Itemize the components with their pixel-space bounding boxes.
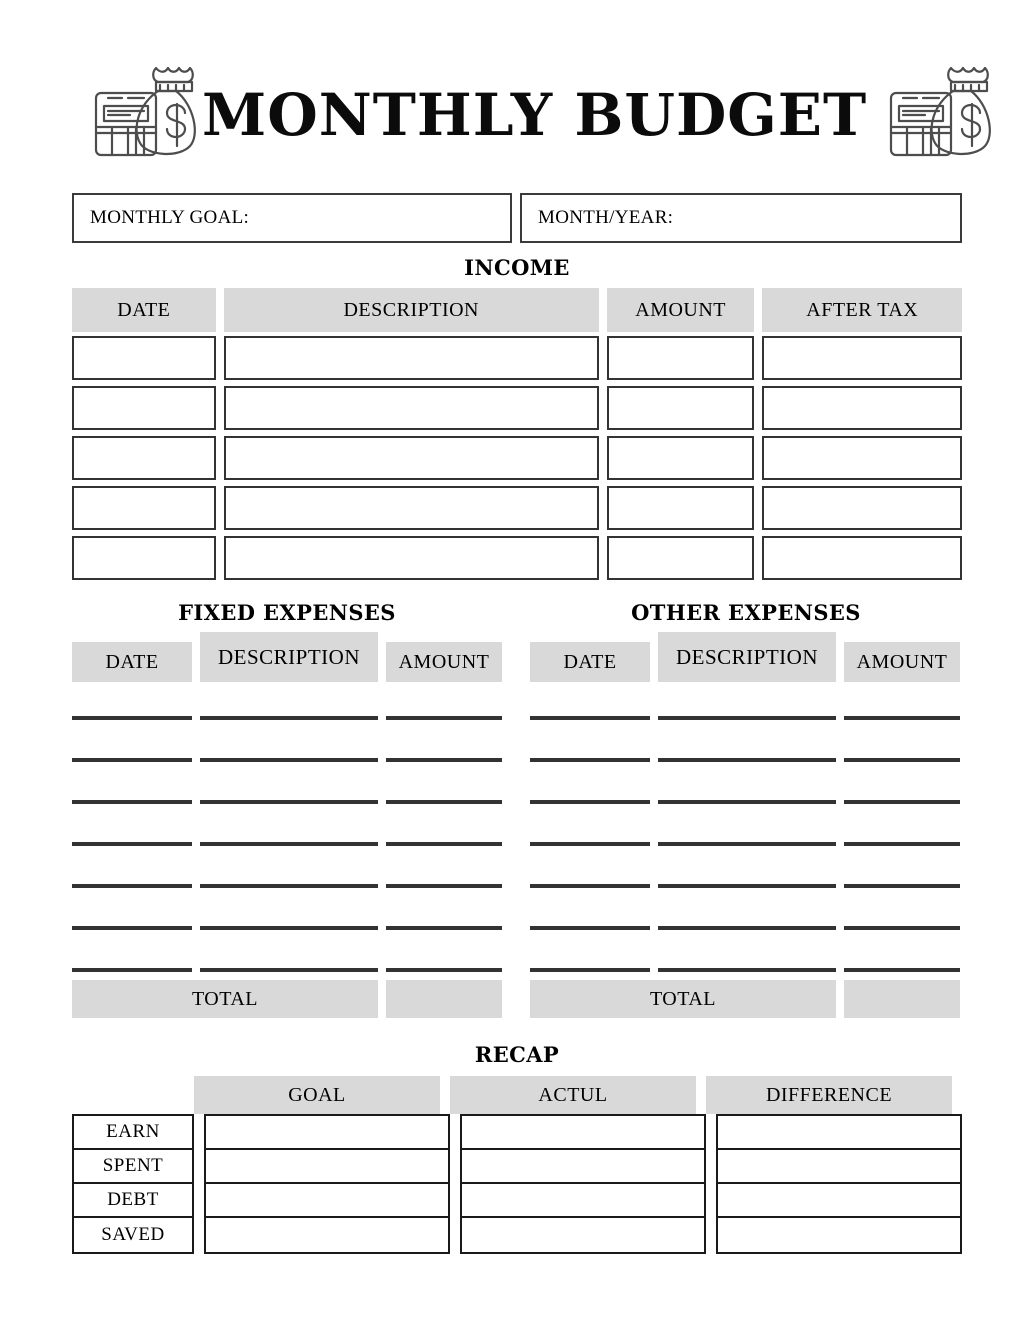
fixed-cell-amount[interactable] [386,758,502,762]
other-cell-date[interactable] [530,716,650,720]
recap-cell-goal-saved[interactable] [206,1218,448,1252]
page-title: MONTHLY BUDGET [202,81,868,149]
fixed-cell-date[interactable] [72,716,192,720]
other-total-label: TOTAL [530,980,836,1018]
fixed-cell-description[interactable] [200,800,378,804]
fixed-cell-date[interactable] [72,842,192,846]
recap-cell-actul-debt[interactable] [462,1184,704,1218]
money-bag-calculator-icon-right [867,55,997,175]
income-cell-after-tax[interactable] [762,486,962,530]
other-col-date: DATE [530,642,650,682]
recap-column-actul [460,1114,706,1254]
fixed-total-label: TOTAL [72,980,378,1018]
recap-column-goal [204,1114,450,1254]
income-cell-description[interactable] [224,386,599,430]
other-cell-amount[interactable] [844,968,960,972]
table-row [72,486,962,530]
fixed-col-amount: AMOUNT [386,642,502,682]
fixed-cell-date[interactable] [72,884,192,888]
fixed-total-value[interactable] [386,980,502,1018]
recap-cell-difference-spent[interactable] [718,1150,960,1184]
other-cell-amount[interactable] [844,758,960,762]
income-cell-after-tax[interactable] [762,386,962,430]
fixed-cell-date[interactable] [72,758,192,762]
other-cell-description[interactable] [658,800,836,804]
other-col-amount: AMOUNT [844,642,960,682]
table-row [72,336,962,380]
fixed-col-description: DESCRIPTION [200,632,378,682]
table-row [530,686,960,720]
table-row [72,436,962,480]
income-cell-description[interactable] [224,536,599,580]
income-cell-amount[interactable] [607,386,755,430]
fixed-cell-date[interactable] [72,926,192,930]
other-cell-amount[interactable] [844,716,960,720]
other-cell-date[interactable] [530,758,650,762]
page-header [72,50,952,180]
recap-row-label-saved: SAVED [101,1224,165,1245]
fixed-cell-amount[interactable] [386,926,502,930]
fixed-col-date: DATE [72,642,192,682]
fixed-cell-description[interactable] [200,884,378,888]
recap-cell-actul-saved[interactable] [462,1218,704,1252]
fixed-cell-amount[interactable] [386,842,502,846]
income-cell-amount[interactable] [607,486,755,530]
income-cell-amount[interactable] [607,336,755,380]
income-cell-description[interactable] [224,486,599,530]
other-cell-amount[interactable] [844,926,960,930]
fixed-expenses-table [72,632,502,1018]
table-row [530,728,960,762]
fixed-cell-amount[interactable] [386,800,502,804]
fixed-cell-description[interactable] [200,926,378,930]
fixed-expenses-total-row [72,980,502,1018]
table-row [72,896,502,930]
recap-row-label-debt: DEBT [74,1184,192,1218]
other-cell-date[interactable] [530,800,650,804]
fixed-expenses-header-row [72,632,502,682]
income-col-after-tax: AFTER TAX [762,288,962,332]
month-year-label: MONTH/YEAR: [538,207,674,228]
table-row [530,770,960,804]
other-total-value[interactable] [844,980,960,1018]
table-row [72,770,502,804]
recap-cell-difference-debt[interactable] [718,1184,960,1218]
table-row [72,686,502,720]
other-cell-amount[interactable] [844,800,960,804]
other-cell-date[interactable] [530,884,650,888]
income-header-row [72,288,962,332]
recap-row-label-earn: EARN [74,1116,192,1150]
fixed-cell-date[interactable] [72,800,192,804]
table-row [72,854,502,888]
table-row [72,386,962,430]
other-expenses-total-row [530,980,960,1018]
fixed-cell-description[interactable] [200,758,378,762]
other-cell-amount[interactable] [844,884,960,888]
recap-cell-goal-spent[interactable] [206,1150,448,1184]
top-fields [72,193,962,243]
income-cell-amount[interactable] [607,436,755,480]
other-cell-description[interactable] [658,716,836,720]
income-cell-date[interactable] [72,336,216,380]
month-year-field[interactable] [520,193,962,243]
income-cell-date[interactable] [72,486,216,530]
other-col-description: DESCRIPTION [658,632,836,682]
money-bag-calculator-icon-left [72,55,202,175]
recap-row-labels [72,1114,194,1254]
income-table [72,288,962,586]
recap-cell-goal-earn[interactable] [206,1116,448,1150]
income-cell-after-tax[interactable] [762,336,962,380]
income-cell-date[interactable] [72,386,216,430]
recap-col-goal: GOAL [194,1076,440,1114]
income-cell-amount[interactable] [607,536,755,580]
fixed-cell-date[interactable] [72,968,192,972]
recap-cell-difference-saved[interactable] [718,1218,960,1252]
fixed-cell-description[interactable] [200,842,378,846]
income-col-amount: AMOUNT [607,288,755,332]
table-row [72,938,502,972]
table-row [530,896,960,930]
income-cell-date[interactable] [72,436,216,480]
income-cell-after-tax[interactable] [762,436,962,480]
fixed-cell-amount[interactable] [386,968,502,972]
table-row [72,728,502,762]
income-cell-date[interactable] [72,536,216,580]
fixed-cell-description[interactable] [200,716,378,720]
recap-header-row [194,1076,962,1114]
table-row [530,938,960,972]
other-cell-description[interactable] [658,968,836,972]
recap-col-actul: ACTUL [450,1076,696,1114]
other-cell-description[interactable] [658,842,836,846]
other-cell-date[interactable] [530,842,650,846]
table-row [72,536,962,580]
income-cell-after-tax[interactable] [762,536,962,580]
other-cell-date[interactable] [530,926,650,930]
income-col-description: DESCRIPTION [224,288,599,332]
monthly-goal-label: MONTHLY GOAL: [90,207,250,228]
fixed-expenses-section-title: FIXED EXPENSES [178,600,396,625]
other-cell-description[interactable] [658,884,836,888]
income-col-date: DATE [72,288,216,332]
income-cell-description[interactable] [224,336,599,380]
recap-table [72,1076,962,1254]
fixed-cell-amount[interactable] [386,716,502,720]
fixed-cell-amount[interactable] [386,884,502,888]
other-cell-description[interactable] [658,926,836,930]
other-cell-amount[interactable] [844,842,960,846]
recap-section-title: RECAP [474,1042,560,1067]
recap-cell-actul-spent[interactable] [462,1150,704,1184]
income-section-title: INCOME [464,255,570,280]
other-cell-date[interactable] [530,968,650,972]
other-expenses-header-row [530,632,960,682]
other-expenses-section-title: OTHER EXPENSES [631,600,861,625]
recap-row-label-spent: SPENT [74,1150,192,1184]
recap-column-difference [716,1114,962,1254]
recap-cell-goal-debt[interactable] [206,1184,448,1218]
other-expenses-table [530,632,960,1018]
recap-cell-difference-earn[interactable] [718,1116,960,1150]
monthly-goal-field[interactable] [72,193,512,243]
fixed-cell-description[interactable] [200,968,378,972]
table-row [72,812,502,846]
income-cell-description[interactable] [224,436,599,480]
recap-body [72,1114,962,1254]
table-row [530,812,960,846]
other-cell-description[interactable] [658,758,836,762]
recap-cell-actul-earn[interactable] [462,1116,704,1150]
recap-col-difference: DIFFERENCE [706,1076,952,1114]
table-row [530,854,960,888]
